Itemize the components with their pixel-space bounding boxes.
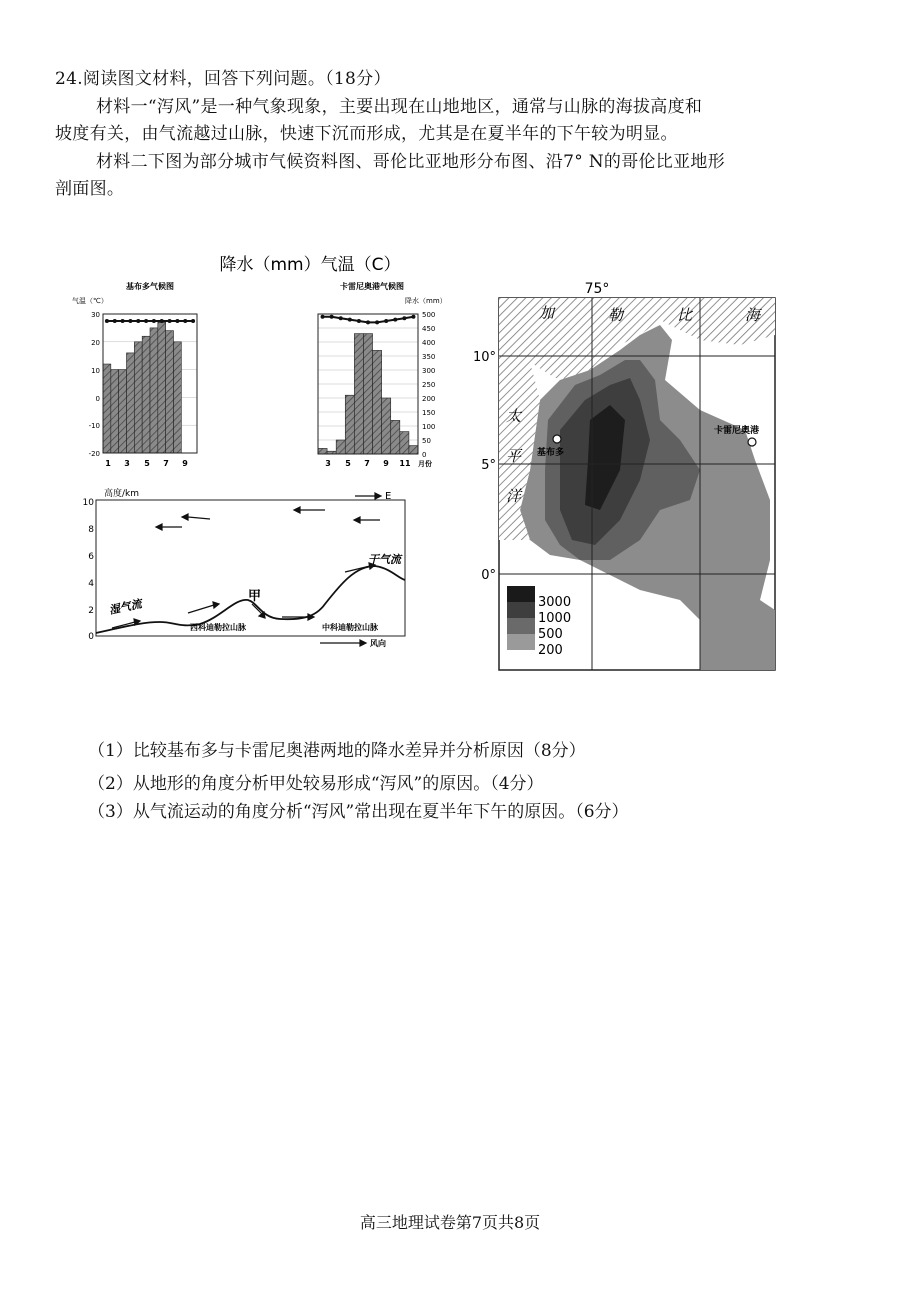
temp-point: [191, 319, 195, 323]
precip-bar: [400, 432, 409, 454]
ocean-char: 平: [506, 447, 522, 465]
xtick: 9: [383, 459, 389, 468]
lat5-label: 5°: [481, 458, 496, 473]
xtick: 5: [345, 459, 351, 468]
carreno-marker: [748, 438, 756, 446]
precip-bar: [318, 448, 327, 454]
xtick: 9: [182, 459, 188, 468]
precip-bar: [409, 446, 418, 454]
temp-point: [183, 319, 187, 323]
ytick: 4: [88, 579, 94, 589]
subquestion-3: （3）从气流运动的角度分析“泻风”常出现在夏半年下午的原因。（6分）: [88, 802, 629, 822]
precip-bar: [134, 342, 142, 453]
precip-bar: [150, 328, 158, 453]
ytick: 500: [422, 311, 436, 319]
month-label: 月份: [418, 460, 432, 468]
subquestion-2: （2）从地形的角度分析甲处较易形成“泻风”的原因。（4分）: [88, 774, 544, 794]
ytick: 8: [88, 525, 94, 535]
quibdo-label: 基布多: [537, 448, 565, 458]
ytick: 50: [422, 437, 431, 445]
temp-point: [160, 319, 164, 323]
temp-point: [384, 319, 388, 323]
carreno-label: 卡雷尼奥港: [714, 426, 760, 436]
point-jia: 甲: [248, 589, 262, 604]
subquestion-1: （1）比较基布多与卡雷尼奥港两地的降水差异并分析原因（8分）: [88, 741, 586, 761]
terrain-profile: [83, 487, 405, 648]
temp-point: [366, 320, 370, 324]
longitude-label: 75°: [584, 281, 610, 297]
ytick: 2: [88, 606, 94, 616]
colombia-map: [473, 281, 775, 670]
chart-title-quibdo: 基布多气候图: [126, 282, 174, 291]
material2-line2: 剖面图。: [55, 179, 125, 199]
temp-point: [339, 316, 343, 320]
precip-bar: [382, 398, 391, 454]
precip-bar: [363, 334, 372, 454]
precip-bar: [166, 331, 174, 453]
sea-char: 勒: [608, 306, 624, 324]
temp-point: [321, 315, 325, 319]
temp-point: [411, 315, 415, 319]
ytick: 10: [91, 367, 100, 375]
temp-point: [128, 319, 132, 323]
xtick: 3: [124, 459, 130, 468]
precip-bar: [158, 322, 166, 453]
temp-point: [152, 319, 156, 323]
legend-label: 200: [538, 643, 563, 658]
precip-bar: [174, 342, 182, 453]
sea-char: 海: [745, 306, 761, 324]
climate-chart-quibdo: [72, 281, 197, 468]
dry-flow-label: 干气流: [368, 553, 401, 566]
legend-label: 500: [538, 627, 563, 642]
figure-caption: 降水（mm）气温（C）: [219, 255, 401, 275]
temp-point: [168, 319, 172, 323]
precip-bar: [354, 334, 363, 454]
ytick: 0: [95, 395, 100, 403]
precip-bar: [373, 350, 382, 454]
temp-point: [375, 320, 379, 324]
lat0-label: 0°: [481, 568, 496, 583]
ytick: 350: [422, 353, 436, 361]
ytick: 450: [422, 325, 436, 333]
chart-title-carreno: 卡雷尼奥港气候图: [340, 282, 404, 291]
ytick: 6: [88, 552, 94, 562]
precip-bar: [142, 336, 150, 453]
ytick: 10: [82, 498, 94, 508]
east-label: E: [385, 491, 392, 502]
map-legend: [507, 586, 571, 658]
sea-char: 比: [677, 306, 693, 324]
range-central-label: 中科迪勒拉山脉: [322, 623, 378, 632]
xtick: 1: [105, 459, 111, 468]
ytick: 250: [422, 381, 436, 389]
xtick: 5: [144, 459, 150, 468]
precip-bar: [103, 364, 111, 453]
lat10-label: 10°: [472, 350, 496, 365]
ytick: 20: [91, 339, 100, 347]
profile-yaxis-label: 高度/km: [104, 489, 140, 499]
ocean-char: 太: [506, 407, 522, 425]
quibdo-marker: [553, 435, 561, 443]
wind-label: 风向: [370, 639, 386, 648]
ocean-char: 洋: [506, 487, 522, 505]
temp-point: [357, 319, 361, 323]
ytick: 150: [422, 409, 436, 417]
precip-bar: [111, 370, 119, 453]
ytick: -20: [88, 450, 100, 458]
temp-point: [393, 318, 397, 322]
precip-bar: [336, 440, 345, 454]
ytick: 0: [422, 451, 427, 459]
ytick: 0: [88, 632, 94, 642]
temp-point: [330, 315, 334, 319]
ytick: 100: [422, 423, 436, 431]
precip-bar: [345, 395, 354, 454]
legend-label: 3000: [538, 595, 572, 610]
ytick: 200: [422, 395, 436, 403]
flow-arrow: [188, 605, 214, 613]
ytick: 30: [91, 311, 100, 319]
xtick: 7: [163, 459, 169, 468]
material1-line1: 材料一“泻风”是一种气象现象，主要出现在山地地区，通常与山脉的海拔高度和: [96, 97, 703, 117]
page-footer: 高三地理试卷第7页共8页: [359, 1213, 541, 1232]
climate-chart-carreno: [318, 281, 447, 468]
ytick: 300: [422, 367, 436, 375]
temp-point: [348, 318, 352, 322]
xtick: 11: [399, 459, 411, 468]
precip-bar: [119, 370, 127, 453]
material2-line1: 材料二下图为部分城市气候资料图、哥伦比亚地形分布图、沿7° N的哥伦比亚地形: [96, 152, 725, 172]
xtick: 7: [364, 459, 370, 468]
wet-flow-label: 湿气流: [107, 597, 143, 617]
temp-point: [113, 319, 117, 323]
sea-char: 加: [539, 304, 555, 322]
ytick: -10: [88, 422, 100, 430]
upper-wind-arrow: [188, 517, 210, 519]
yaxis-label-quibdo: 气温（℃）: [72, 297, 108, 305]
material1-line2: 坡度有关，由气流越过山脉，快速下沉而形成，尤其是在夏半年的下午较为明显。: [55, 124, 678, 144]
temp-point: [402, 316, 406, 320]
temp-point: [144, 319, 148, 323]
ytick: 400: [422, 339, 436, 347]
precip-bar: [391, 420, 400, 454]
temp-point: [121, 319, 125, 323]
legend-label: 1000: [538, 611, 572, 626]
range-west-label: 西科迪勒拉山脉: [190, 623, 246, 632]
temp-point: [105, 319, 109, 323]
temp-point: [136, 319, 140, 323]
xtick: 3: [325, 459, 331, 468]
precip-bar: [127, 353, 135, 453]
yaxis-label-carreno: 降水（mm）: [405, 297, 447, 305]
question-title: 24.阅读图文材料，回答下列问题。（18分）: [55, 69, 391, 89]
temp-point: [175, 319, 179, 323]
